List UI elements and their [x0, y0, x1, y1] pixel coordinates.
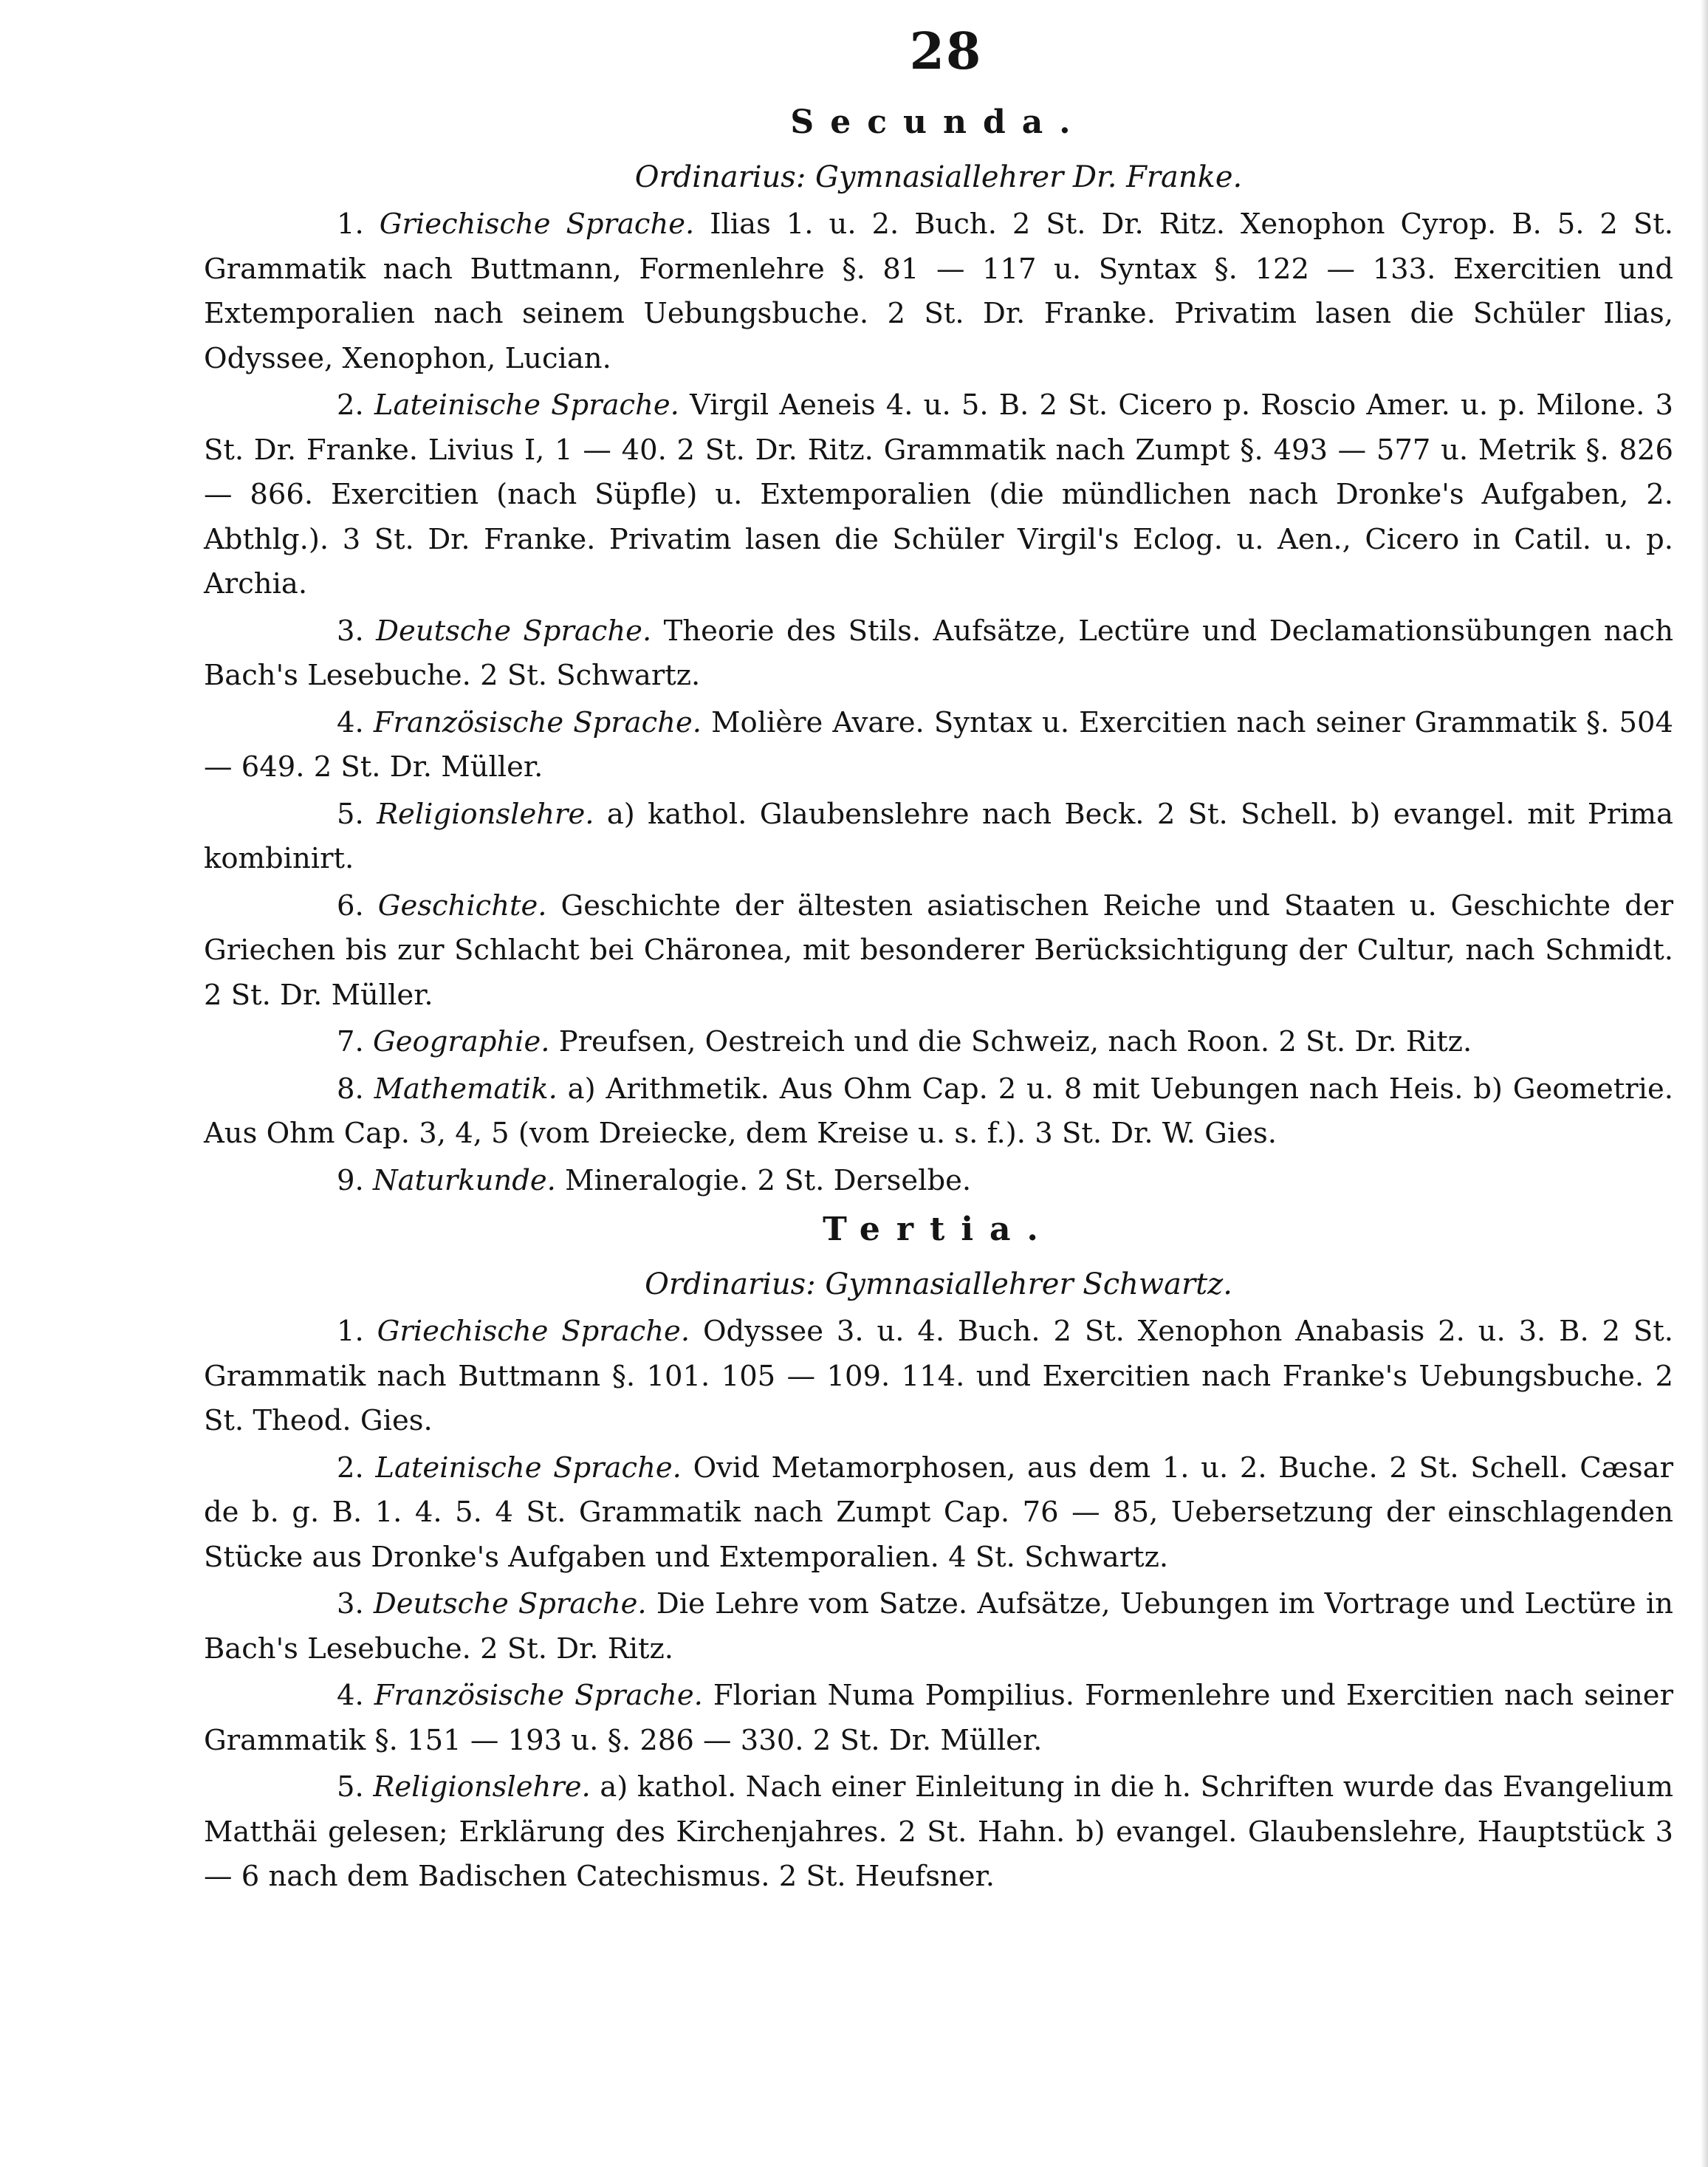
ordinarius-secunda	[204, 157, 1673, 198]
page-edge-shadow	[1701, 0, 1708, 2167]
entry-paragraph	[204, 1765, 1673, 1900]
entry-number: 1.	[337, 1315, 364, 1348]
ordinarius-label: Ordinarius:	[634, 160, 806, 194]
entry-text: Ovid Metamorphosen, aus dem 1. u. 2. Buche. 2 St. Schell. Cæsar de b. g. B. 1. 4. 5. 4 St. Grammatik nach Zumpt Cap. 76 — 85, Uebersetzung der einschlagenden Stücke aus Dronke's Aufgaben und Extemporalien. 4 St. Schwartz.	[204, 1451, 1673, 1574]
page-number: 28	[909, 22, 983, 81]
entry-text: Virgil Aeneis 4. u. 5. B. 2 St. Cicero p. Roscio Amer. u. p. Milone. 3 St. Dr. Franke. Livius I, 1 — 40. 2 St. Dr. Ritz. Grammatik nach Zumpt §. 493 — 577 u. Metrik §. 826 — 866. Exercitien (nach Süpfle) u. Extemporalien (die mündlichen nach Dronke's Aufgaben, 2. Abthlg.). 3 St. Dr. Franke. Privatim lasen die Schüler Virgil's Eclog. u. Aen., Cicero in Catil. u. p. Archia.	[204, 388, 1673, 600]
entry-number: 4.	[337, 705, 364, 739]
entry-text: a) Arithmetik. Aus Ohm Cap. 2 u. 8 mit Uebungen nach Heis. b) Geometrie. Aus Ohm Cap. 3, 4, 5 (vom Dreiecke, dem Kreise u. s. f.). 3 St. Dr. W. Gies.	[204, 1072, 1673, 1150]
entry-text: Mineralogie. 2 St. Derselbe.	[565, 1163, 972, 1197]
entry-number: 1.	[337, 208, 364, 241]
entry-text: Odyssee 3. u. 4. Buch. 2 St. Xenophon Anabasis 2. u. 3. B. 2 St. Grammatik nach Buttmann §. 101. 105 — 109. 114. und Exercitien nach Franke's Uebungsbuche. 2 St. Theod. Gies.	[204, 1315, 1673, 1437]
entry-subject: Geographie.	[372, 1025, 550, 1058]
entry-paragraph	[204, 1310, 1673, 1444]
entry-paragraph	[204, 1582, 1673, 1671]
entry-number: 2.	[337, 1451, 364, 1485]
entry-text: Preufsen, Oestreich und die Schweiz, nach Roon. 2 St. Dr. Ritz.	[558, 1025, 1472, 1058]
entry-number: 3.	[337, 614, 364, 648]
entry-subject: Lateinische Sprache.	[375, 1451, 682, 1485]
entry-paragraph	[204, 792, 1673, 882]
entry-number: 7.	[337, 1025, 364, 1058]
entry-paragraph	[204, 383, 1673, 607]
ordinarius-tertia	[204, 1264, 1673, 1305]
entry-paragraph	[204, 701, 1673, 790]
section-title-tertia: Tertia.	[823, 1211, 1054, 1248]
entry-text: Florian Numa Pompilius. Formenlehre und Exercitien nach seiner Grammatik §. 151 — 193 u. §. 286 — 330. 2 St. Dr. Müller.	[204, 1679, 1673, 1757]
entry-number: 2.	[337, 388, 364, 422]
page-content	[204, 22, 1673, 1902]
entry-text: Theorie des Stils. Aufsätze, Lectüre und Declamationsübungen nach Bach's Lesebuche. 2 St. Schwartz.	[204, 614, 1673, 692]
ordinarius-name: Gymnasiallehrer Dr. Franke.	[815, 160, 1243, 194]
entry-number: 5.	[337, 1770, 364, 1804]
entry-paragraph	[204, 609, 1673, 699]
entry-number: 4.	[337, 1679, 364, 1712]
ordinarius-label: Ordinarius:	[645, 1267, 816, 1301]
entry-text: Die Lehre vom Satze. Aufsätze, Uebungen im Vortrage und Lectüre in Bach's Lesebuche. 2 St. Dr. Ritz.	[204, 1587, 1673, 1666]
entry-paragraph	[204, 1159, 1673, 1204]
entry-subject: Griechische Sprache.	[377, 1315, 690, 1348]
entry-text: a) kathol. Glaubenslehre nach Beck. 2 St. Schell. b) evangel. mit Prima kombinirt.	[204, 797, 1673, 875]
entry-number: 9.	[337, 1163, 364, 1197]
entry-number: 3.	[337, 1587, 364, 1620]
entry-paragraph	[204, 1067, 1673, 1157]
entry-subject: Französische Sprache.	[373, 705, 702, 739]
entry-paragraph	[204, 1674, 1673, 1763]
entry-subject: Mathematik.	[374, 1072, 558, 1106]
entry-subject: Religionslehre.	[377, 797, 594, 831]
entry-text: Ilias 1. u. 2. Buch. 2 St. Dr. Ritz. Xenophon Cyrop. B. 5. 2 St. Grammatik nach Buttmann, Formenlehre §. 81 — 117 u. Syntax §. 122 — 133. Exercitien und Extemporalien nach seinem Uebungsbuche. 2 St. Dr. Franke. Privatim lasen die Schüler Ilias, Odyssee, Xenophon, Lucian.	[204, 208, 1673, 375]
entry-text: a) kathol. Nach einer Einleitung in die h. Schriften wurde das Evangelium Matthäi gelesen; Erklärung des Kirchenjahres. 2 St. Hahn. b) evangel. Glaubenslehre, Hauptstück 3 — 6 nach dem Badischen Catechismus. 2 St. Heufsner.	[204, 1770, 1673, 1893]
entry-subject: Geschichte.	[377, 889, 547, 922]
entry-number: 6.	[337, 889, 364, 922]
entry-number: 8.	[337, 1072, 364, 1106]
entry-paragraph	[204, 202, 1673, 381]
entry-text: Molière Avare. Syntax u. Exercitien nach seiner Grammatik §. 504 — 649. 2 St. Dr. Müller.	[204, 705, 1673, 784]
entry-subject: Lateinische Sprache.	[374, 388, 679, 422]
ordinarius-name: Gymnasiallehrer Schwartz.	[825, 1267, 1232, 1301]
entry-subject: Naturkunde.	[372, 1163, 556, 1197]
entry-subject: Religionslehre.	[373, 1770, 591, 1804]
entry-subject: Griechische Sprache.	[379, 208, 695, 241]
entry-paragraph	[204, 884, 1673, 1019]
section-title-secunda: Secunda.	[790, 103, 1087, 141]
entry-subject: Französische Sprache.	[374, 1679, 703, 1712]
entry-subject: Deutsche Sprache.	[373, 1587, 647, 1620]
entry-paragraph	[204, 1446, 1673, 1581]
entry-subject: Deutsche Sprache.	[376, 614, 652, 648]
entry-text: Geschichte der ältesten asiatischen Reiche und Staaten u. Geschichte der Griechen bis zur Schlacht bei Chäronea, mit besonderer Berücksichtigung der Cultur, nach Schmidt. 2 St. Dr. Müller.	[204, 889, 1674, 1012]
entry-paragraph	[204, 1020, 1673, 1065]
entry-number: 5.	[337, 797, 364, 831]
